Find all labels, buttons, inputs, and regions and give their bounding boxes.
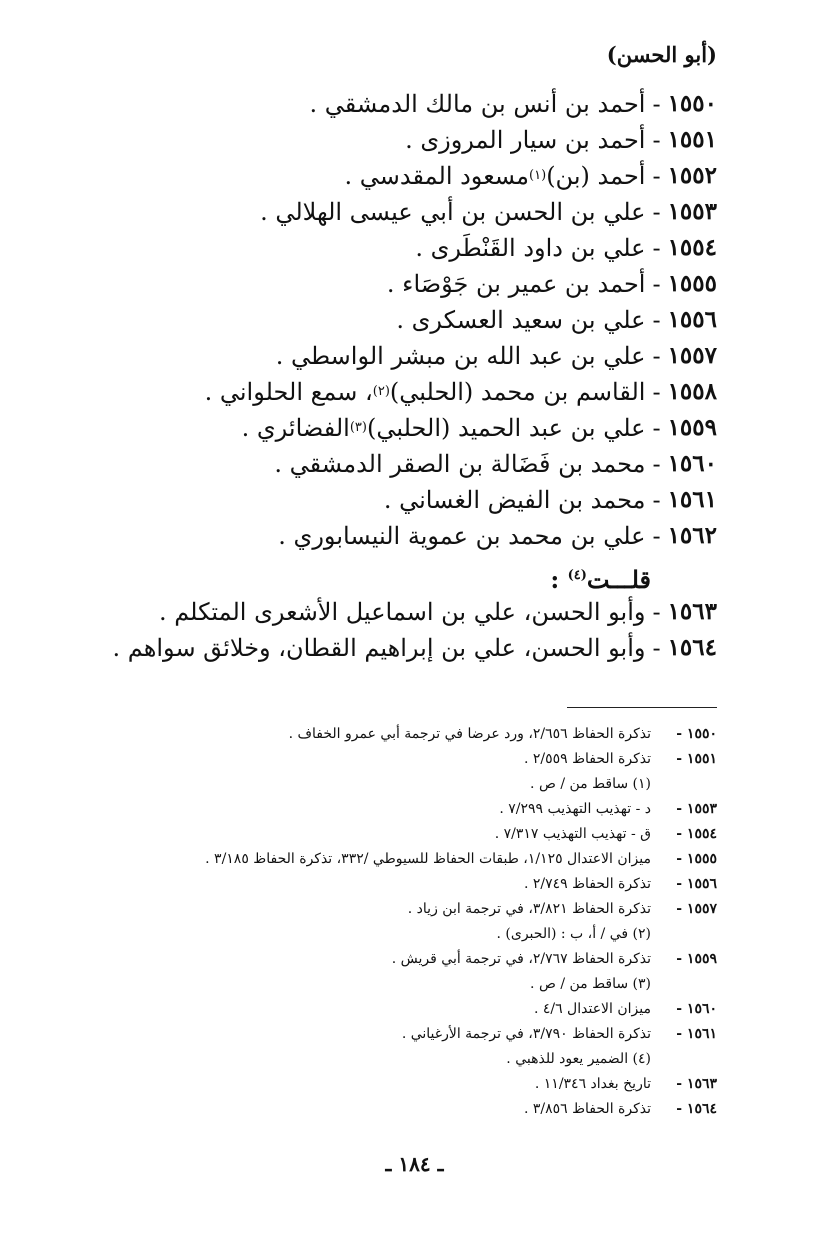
footnote-number: ١٥٥٩ - [676, 951, 717, 967]
footnote [67, 1072, 717, 1097]
entry-text: وأبو الحسن، علي بن اسماعيل الأشعرى المتكلم . [158, 598, 646, 626]
footnote-text: تذكرة الحفاظ ٢/٥٥٩ . [523, 751, 651, 767]
entry-text: وأبو الحسن، علي بن إبراهيم القطان، وخلائق سواهم . [112, 634, 646, 662]
entry-number: ١٥٦٢ [667, 522, 717, 549]
entry: ١٥٥٢ - أحمد (بن) (١) مسعود المقدسي . [97, 158, 717, 194]
entry-number: ١٥٦٣ [667, 598, 717, 625]
footnote-text: تذكرة الحفاظ ٣/٧٩٠، في ترجمة الأرغياني . [401, 1026, 651, 1042]
entry-text: أحمد بن أنس بن مالك الدمشقي . [309, 90, 646, 118]
footnote-marker: (١) [529, 168, 547, 183]
footnote-marker: (٣) [349, 420, 367, 435]
entry-number: ١٥٥٥ [667, 270, 717, 297]
footnote [67, 947, 717, 972]
footnote [67, 1022, 717, 1047]
footnote-text: ميزان الاعتدال ١/١٢٥، طبقات الحفاظ للسيوطي /٣٣٢، تذكرة الحفاظ ٣/١٨٥ . [205, 851, 651, 867]
entry-text: أحمد بن عمير بن جَوْصَاء . [386, 270, 646, 298]
footnote-number: ١٥٥٣ - [676, 801, 717, 817]
entry-number: ١٥٥٠ [667, 90, 717, 117]
footnote-number: ١٥٥٥ - [676, 851, 717, 867]
entry: ١٥٦١ - محمد بن الفيض الغساني . [97, 482, 717, 518]
footnote [67, 897, 717, 922]
entry: ١٥٦٣ - وأبو الحسن، علي بن اسماعيل الأشعرى المتكلم . [97, 594, 717, 630]
entry-text: علي بن سعيد العسكرى . [396, 306, 646, 334]
footnote [67, 772, 717, 797]
footnote-text: ق - تهذيب التهذيب ٧/٣١٧ . [494, 826, 651, 842]
footnote [67, 747, 717, 772]
footnotes-list [67, 722, 717, 1122]
footnote-marker: (٢) [372, 384, 390, 399]
entry: ١٥٦٢ - علي بن محمد بن عموية النيسابوري . [97, 518, 717, 554]
footnote-number: ١٥٦٣ - [676, 1076, 717, 1092]
footnote [67, 872, 717, 897]
entry-number: ١٥٥٦ [667, 306, 717, 333]
footnote [67, 822, 717, 847]
footnote-text: (٣) ساقط من / ص . [530, 976, 651, 992]
footnote-number: ١٥٥١ - [676, 751, 717, 767]
footnote-text: تاريخ بغداد ١١/٣٤٦ . [534, 1076, 651, 1092]
footnote [67, 722, 717, 747]
footnote [67, 847, 717, 872]
entry: ١٥٥٧ - علي بن عبد الله بن مبشر الواسطي . [97, 338, 717, 374]
footnote [67, 922, 717, 947]
footnote-number: ١٥٥٧ - [676, 901, 717, 917]
entry-number: ١٥٥٣ [667, 198, 717, 225]
page-number: ـ ١٨٤ ـ [385, 1152, 444, 1176]
footnote [67, 1097, 717, 1122]
entry: ١٥٥٨ - القاسم بن محمد (الحلبي) (٢) ، سمع الحلواني . [97, 374, 717, 410]
entry-number: ١٥٥٨ [667, 378, 717, 405]
entry-text: علي بن محمد بن عموية النيسابوري . [278, 522, 646, 550]
footnote-text: (١) ساقط من / ص . [530, 776, 651, 792]
entry-number: ١٥٥٩ [667, 414, 717, 441]
footnote-text: (٢) في / أ، ب : (الحبرى) . [496, 926, 651, 942]
entry-number: ١٥٥٤ [667, 234, 717, 261]
entry-text: مسعود المقدسي . [344, 162, 530, 190]
footnote-text: د - تهذيب التهذيب ٧/٢٩٩ . [499, 801, 651, 817]
entry: ١٥٥٩ - علي بن عبد الحميد (الحلبي) (٣) الفضائري . [97, 410, 717, 446]
entry-number: ١٥٥١ [667, 126, 717, 153]
entry: ١٥٥٦ - علي بن سعيد العسكرى . [97, 302, 717, 338]
footnote-separator [567, 707, 717, 708]
entry-text: أحمد بن سيار المروزى . [405, 126, 646, 154]
entry-number: ١٥٦٤ [667, 634, 717, 661]
section-heading: قلـــت$^{(٤)}$ : [550, 565, 651, 594]
entry-text: القاسم بن محمد (الحلبي) [389, 378, 646, 406]
entry: ١٥٦٠ - محمد بن فَضَالة بن الصقر الدمشقي . [97, 446, 717, 482]
footnote-number: ١٥٥٤ - [676, 826, 717, 842]
footnote-marker: (٤) [567, 568, 587, 583]
entry-number: ١٥٦١ [667, 486, 717, 513]
entry: ١٥٥٠ - أحمد بن أنس بن مالك الدمشقي . [97, 86, 717, 122]
entry: ١٥٥١ - أحمد بن سيار المروزى . [97, 122, 717, 158]
entry-number: ١٥٥٧ [667, 342, 717, 369]
entry-text: محمد بن الفيض الغساني . [383, 486, 646, 514]
footnote-number: ١٥٦١ - [676, 1026, 717, 1042]
footnote [67, 997, 717, 1022]
running-header: (أبو الحسن) [606, 42, 717, 67]
entry-text: ، سمع الحلواني . [204, 378, 373, 406]
entry-text: علي بن عبد الله بن مبشر الواسطي . [275, 342, 646, 370]
entry-text: علي بن عبد الحميد (الحلبي) [366, 414, 646, 442]
footnote-number: ١٥٦٠ - [676, 1001, 717, 1017]
entry-text: أحمد (بن) [546, 162, 646, 190]
entry: ١٥٥٥ - أحمد بن عمير بن جَوْصَاء . [97, 266, 717, 302]
entry: ١٥٥٤ - علي بن داود القَنْطَرى . [97, 230, 717, 266]
entry: ١٥٥٣ - علي بن الحسن بن أبي عيسى الهلالي . [97, 194, 717, 230]
footnote-number: ١٥٥٠ - [676, 726, 717, 742]
footnote-text: تذكرة الحفاظ ٢/٧٦٧، في ترجمة أبي قريش . [391, 951, 651, 967]
footnote-text: (٤) الضمير يعود للذهبي . [506, 1051, 651, 1067]
footnote-text: ميزان الاعتدال ٤/٦ . [533, 1001, 651, 1017]
entry: ١٥٦٤ - وأبو الحسن، علي بن إبراهيم القطان، وخلائق سواهم . [97, 630, 717, 666]
footnote-text: تذكرة الحفاظ ٣/٨٢١، في ترجمة ابن زياد . [407, 901, 651, 917]
entry-text: الفضائري . [241, 414, 350, 442]
entries-list [97, 86, 717, 666]
footnote-text: تذكرة الحفاظ ٣/٨٥٦ . [523, 1101, 651, 1117]
footnote [67, 797, 717, 822]
footnote-text: تذكرة الحفاظ ٢/٧٤٩ . [523, 876, 651, 892]
footnote-number: ١٥٥٦ - [676, 876, 717, 892]
footnote [67, 972, 717, 997]
footnote-number: ١٥٦٤ - [676, 1101, 717, 1117]
entry-text: محمد بن فَضَالة بن الصقر الدمشقي . [274, 450, 646, 478]
footnote [67, 1047, 717, 1072]
entry-number: ١٥٥٢ [667, 162, 717, 189]
footnote-text: تذكرة الحفاظ ٢/٦٥٦، ورد عرضا في ترجمة أبي عمرو الخفاف . [288, 726, 651, 742]
section-heading-label: قلـــت [586, 565, 651, 594]
entry-number: ١٥٦٠ [667, 450, 717, 477]
entry-text: علي بن الحسن بن أبي عيسى الهلالي . [260, 198, 646, 226]
entry-text: علي بن داود القَنْطَرى . [415, 234, 646, 262]
